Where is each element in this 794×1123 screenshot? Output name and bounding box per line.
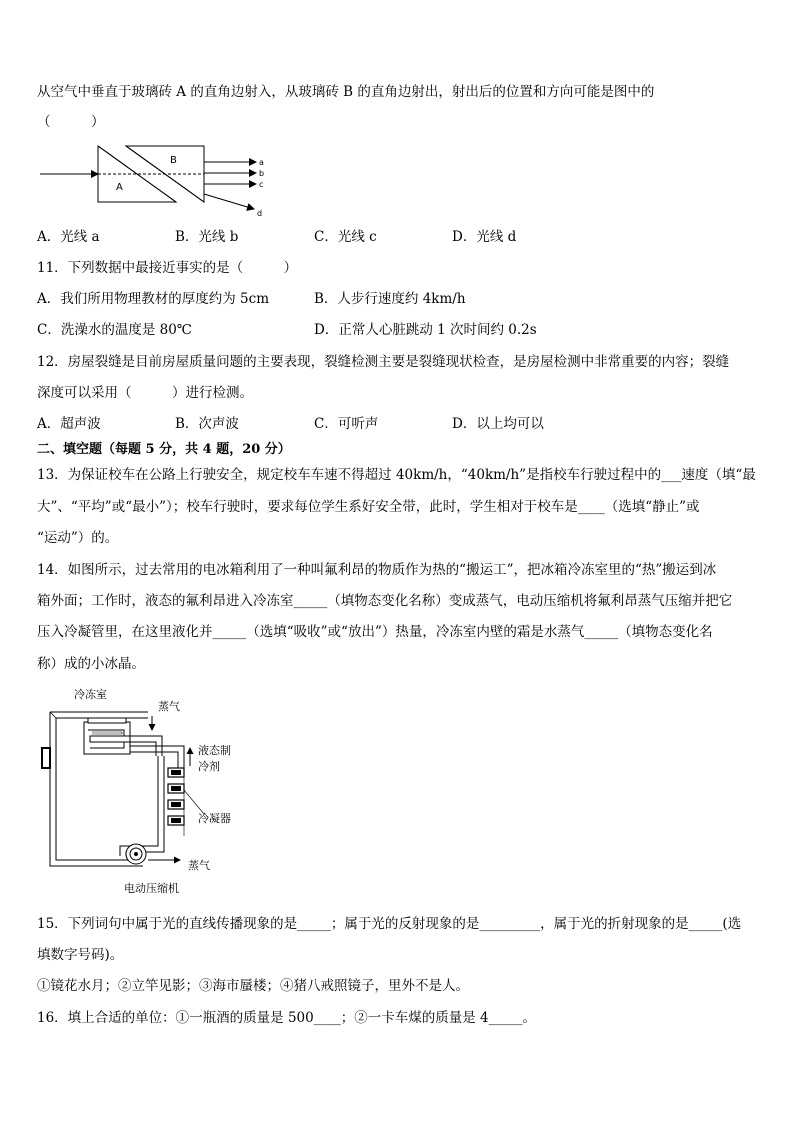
q12-stem-line2: 深度可以采用（ ）进行检测。 <box>37 385 253 401</box>
liquid-refrigerant-label-2: 冷剂 <box>198 760 220 773</box>
prism-a-label: A <box>116 182 123 193</box>
q12-option-d: D．以上均可以 <box>452 416 544 432</box>
vapor-top-label: 蒸气 <box>158 700 180 713</box>
q15-line2: 填数字号码)。 <box>37 947 124 963</box>
ray-c-label: c <box>259 180 264 189</box>
q16-line1: 16．填上合适的单位：①一瓶酒的质量是 500____；②一卡车煤的质量是 4_____。 <box>37 1010 536 1026</box>
liquid-refrigerant-label-1: 液态制 <box>198 744 231 757</box>
q15-line1: 15．下列词句中属于光的直线传播现象的是_____；属于光的反射现象的是_________，属于光的折射现象的是_____(选 <box>37 916 742 932</box>
q13-line3: “运动”）的。 <box>37 530 119 546</box>
q13-line2: 大”、“平均”或“最小”）；校车行驶时，要求每位学生系好安全带，此时，学生相对于校车是____（选填“静止”或 <box>37 499 700 515</box>
ray-d-label: d <box>257 209 263 218</box>
compressor-label: 电动压缩机 <box>124 882 179 895</box>
q11-stem: 11．下列数据中最接近事实的是（ ） <box>37 260 298 276</box>
q11-option-a: A．我们所用物理教材的厚度约为 5cm <box>37 291 269 307</box>
ray-b-label: b <box>259 169 265 178</box>
q14-line3: 压入冷凝管里，在这里液化并_____（选填“吸收”或“放出”）热量，冷冻室内壁的霜是水蒸气_____（填物态变化名 <box>37 624 713 640</box>
refrigerator-figure <box>38 686 258 898</box>
q11-option-b: B．人步行速度约 4km/h <box>314 291 466 307</box>
q10-option-b: B．光线 b <box>175 229 239 245</box>
q11-option-d: D．正常人心脏跳动 1 次时间约 0.2s <box>314 322 537 338</box>
q12-option-a: A．超声波 <box>37 416 101 432</box>
prism-b-label: B <box>170 155 177 166</box>
q12-stem-line1: 12．房屋裂缝是目前房屋质量问题的主要表现，裂缝检测主要是裂缝现状检查，是房屋检测中非常重要的内容；裂缝 <box>37 354 730 370</box>
q12-option-c: C．可听声 <box>314 416 379 432</box>
q13-line1: 13．为保证校车在公路上行驶安全，规定校车车速不得超过 40km/h，“40km/h”是指校车行驶过程中的___速度（填“最 <box>37 467 756 483</box>
condenser-label: 冷凝器 <box>198 812 231 825</box>
q14-line2: 箱外面；工作时，液态的氟利昂进入冷冻室_____（填物态变化名称）变成蒸气，电动压缩机将氟利昂蒸气压缩并把它 <box>37 593 733 609</box>
ray-a-label: a <box>259 158 264 167</box>
q10-option-d: D．光线 d <box>452 229 517 245</box>
q10-stem-line2: （ ） <box>37 114 105 130</box>
q14-line4: 称）成的小冰晶。 <box>37 656 145 672</box>
freezer-label: 冷冻室 <box>74 688 107 701</box>
section2-title: 二、填空题（每题 5 分，共 4 题，20 分） <box>37 442 291 457</box>
q10-option-a: A．光线 a <box>37 229 100 245</box>
q14-line1: 14．如图所示，过去常用的电冰箱利用了一种叫氟利昂的物质作为热的“搬运工”，把冰箱冷冻室里的“热”搬运到冰 <box>37 562 717 578</box>
q15-line3: ①镜花水月；②立竿见影；③海市蜃楼；④猪八戒照镜子，里外不是人。 <box>37 978 469 994</box>
vapor-bottom-label: 蒸气 <box>188 859 210 872</box>
q11-option-c: C．洗澡水的温度是 80℃ <box>37 322 192 338</box>
q10-stem-line1: 从空气中垂直于玻璃砖 A 的直角边射入，从玻璃砖 B 的直角边射出，射出后的位置和方向可能是图中的 <box>37 84 655 100</box>
q10-option-c: C．光线 c <box>314 229 377 245</box>
q12-option-b: B．次声波 <box>175 416 239 432</box>
prism-figure <box>36 138 276 220</box>
